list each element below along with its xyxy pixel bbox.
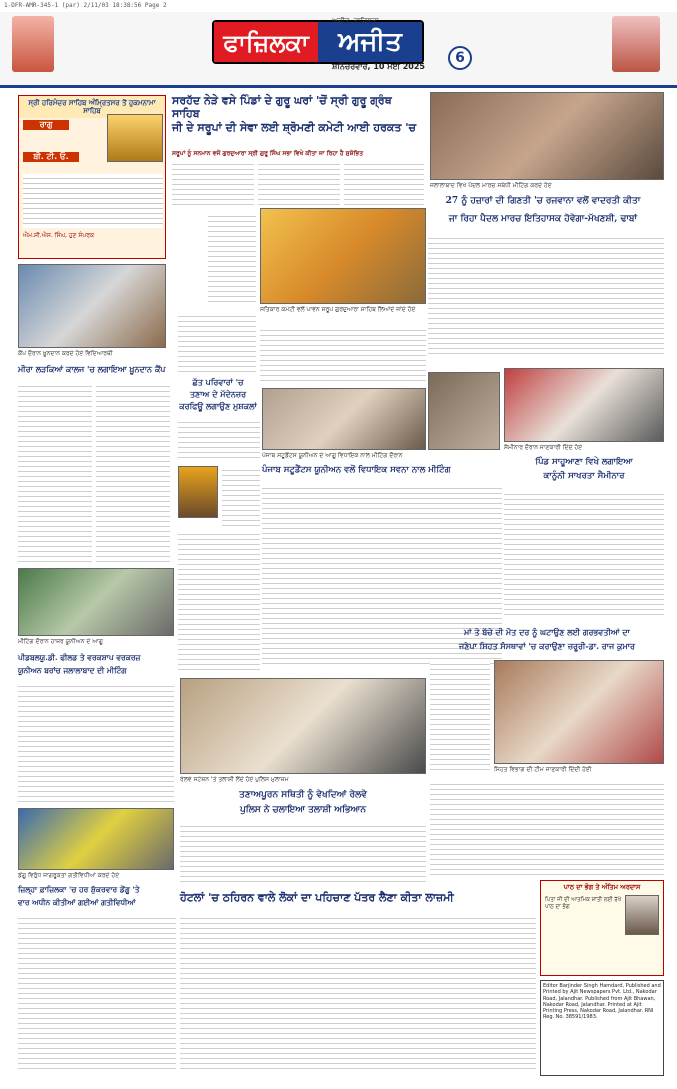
blood-donation-photo: [18, 264, 166, 348]
center-headline-4b: ਪੁਲਿਸ ਨੇ ਚਲਾਇਆ ਤਲਾਸ਼ੀ ਅਭਿਆਨ: [240, 805, 366, 815]
brand-logo: [212, 20, 424, 64]
ad-title: ਸ੍ਰੀ ਹਰਿਮੰਦਰ ਸਾਹਿਬ ਅੰਮ੍ਰਿਤਸਰ ਤੋਂ ਹੁਕਮਨਾਮਾ ਸਾਹਿਬ: [19, 96, 165, 118]
center-body-4: [180, 822, 426, 886]
caption-dengue: ਡੇਂਗੂ ਵਿਰੁੱਧ ਜਾਗਰੂਕਤਾ ਗਤੀਵਿਧੀਆਂ ਕਰਦੇ ਹੋਏ: [18, 872, 120, 879]
gurdwara-saroop-photo: [260, 208, 426, 304]
left-headline-4b: ਵਾਰ ਅਧੀਨ ਕੀਤੀਆਂ ਗਈਆਂ ਗਤੀਵਿਧੀਆਂ: [18, 898, 136, 907]
golden-temple-photo: [107, 114, 163, 162]
seminar-photo: [504, 368, 664, 442]
right-headline-1: 27 ਨੂੰ ਹਜ਼ਾਰਾਂ ਦੀ ਗਿਣਤੀ 'ਚ ਰਜਵਾਨਾ ਵਲੋਂ ਵਾਦਰਤੀ ਕੀਤਾ: [445, 196, 641, 206]
ad-footer: ਐਮ.ਸੀ.ਐਸ. ਸਿੰਘ, ਹੁਣ ਸੰਪਰਕ: [23, 232, 95, 239]
right-headline-4b: ਜਣੇਪਾ ਸਿਹਤ ਸੰਸਥਾਵਾਂ 'ਚ ਕਰਾਉਣਾ ਜ਼ਰੂਰੀ-ਡਾ. ਰਾਜ ਕੁਮਾਰ: [458, 641, 635, 651]
mid-body-1: [178, 312, 256, 372]
left-body-3: [18, 682, 174, 802]
caption-student-union: ਪੰਜਾਬ ਸਟੂਡੈਂਟਸ ਯੂਨੀਅਨ ਦੇ ਆਗੂ ਵਿਧਾਇਕ ਨਾਲ ਮੀਟਿੰਗ ਦੌਰਾਨ: [262, 452, 403, 459]
right-headline-3b: ਕਾਨੂੰਨੀ ਸਾਖਰਤਾ ਸੈਮੀਨਾਰ: [543, 471, 625, 481]
right-headline-3a: ਪਿੰਡ ਸਾਹੂਆਣਾ ਵਿਖੇ ਲਗਾਇਆ: [535, 457, 633, 467]
caption-railway: ਰੇਲਵੇ ਸਟੇਸ਼ਨ 'ਤੇ ਤਲਾਸ਼ੀ ਲੈਂਦੇ ਹੋਏ ਪੁਲਿਸ ਮੁਲਾਜ਼ਮ: [180, 776, 289, 783]
caption-health: ਸਿਹਤ ਵਿਭਾਗ ਦੀ ਟੀਮ ਜਾਣਕਾਰੀ ਦਿੰਦੀ ਹੋਈ: [494, 766, 592, 773]
brand-top-label: ਅਜੀਤ, ਫਾਜ਼ਿਲਕਾ: [332, 17, 379, 25]
obituary-portrait: [625, 895, 659, 935]
student-union-photo: [262, 388, 426, 450]
mid-body-2: [178, 418, 260, 462]
print-slug: 1-DFR-AMR-345-1 (par) 2/11/03 18:38:56 Page 2: [4, 2, 167, 9]
mid-headline-2c: ਕਰਫਿਊ ਲਗਾਉਣ ਮੁਸ਼ਕਲਾਂ: [179, 401, 257, 411]
monument-image: [612, 16, 660, 72]
main-body-col2: [258, 160, 340, 206]
mid-body-4: [178, 530, 260, 672]
main-subhead: ਸਰੂਪਾਂ ਨੂੰ ਸਨਮਾਨ ਵਜੋਂ ਗੁਰਦੁਆਰਾ ਸ੍ਰੀ ਗੁਰੂ ਸਿੰਘ ਸਭਾ ਵਿਖੇ ਕੀਤਾ ਜਾ ਰਿਹਾ ਹੈ ਸੁਸ਼ੋਭਿਤ: [172, 150, 364, 157]
mid-headline-2b: ਤਣਾਅ ਦੇ ਮੱਦੇਨਜ਼ਰ: [189, 389, 247, 399]
railway-police-photo: [180, 678, 426, 774]
center-body-1: [260, 326, 426, 384]
imprint-box: [540, 980, 664, 1076]
caption-blood-donation: ਕੈਂਪ ਦੌਰਾਨ ਖ਼ੂਨਦਾਨ ਕਰਦੇ ਹੋਏ ਵਿਦਿਆਰਥੀ: [18, 350, 113, 357]
ad-label: ਰਾਗੁ: [23, 120, 69, 130]
caption-saroop: ਸਤਿਕਾਰ ਕਮੇਟੀ ਵਲੋਂ ਪਾਵਨ ਸਰੂਪ ਗੁਰਦੁਆਰਾ ਸਾਹਿਬ ਲਿਆਂਦੇ ਜਾਂਦੇ ਹੋਏ: [260, 306, 416, 313]
obituary-title: ਪਾਠ ਦਾ ਭੋਗ ਤੇ ਅੰਤਿਮ ਅਰਦਾਸ: [563, 883, 641, 891]
left-body-4: [18, 914, 176, 1072]
right-body-4b: [430, 780, 664, 876]
temple-image: [12, 16, 54, 72]
obituary-text: ਪਿਤਾ ਜੀ ਦੀ ਆਤਮਿਕ ਸ਼ਾਂਤੀ ਲਈ ਰੱਖੇ ਪਾਠ ਦਾ ਭੋਗ: [545, 897, 622, 910]
left-headline-3b: ਯੂਨੀਅਨ ਬਰਾਂਚ ਜਲਾਲਾਬਾਦ ਦੀ ਮੀਟਿੰਗ: [18, 666, 127, 675]
mid-headline-2a: ਛੱਤ ਪਰਿਵਾਰਾਂ 'ਚ: [192, 377, 244, 387]
center-headline-3: ਪੰਜਾਬ ਸਟੂਡੈਂਟਸ ਯੂਨੀਅਨ ਵਲੋਂ ਵਿਧਾਇਕ ਸਵਨਾ ਨਾਲ ਮੀਟਿੰਗ: [262, 465, 451, 475]
brand-left-text: ਫਾਜ਼ਿਲਕਾ: [214, 22, 318, 62]
left-body-2: [18, 382, 92, 562]
main-body-col3: [344, 160, 424, 206]
left-headline-2: ਮੀਰਾ ਲੜਕਿਆਂ ਕਾਲਜ 'ਚ ਲਗਾਇਆ ਖ਼ੂਨਦਾਨ ਕੈਂਪ: [18, 364, 166, 374]
right-headline-4a: ਮਾਂ ਤੇ ਬੱਚੇ ਦੀ ਮੌਤ ਦਰ ਨੂੰ ਘਟਾਉਣ ਲਈ ਗਰਭਵਤੀਆਂ ਦਾ: [464, 627, 630, 637]
caption-march-meeting: ਜਲਾਲਾਬਾਦ ਵਿਖੇ ਪੈਦਲ ਮਾਰਚ ਸਬੰਧੀ ਮੀਟਿੰਗ ਕਰਦੇ ਹੋਏ: [430, 182, 552, 189]
pwd-union-photo: [18, 568, 174, 636]
ad-text: [23, 174, 163, 228]
caption-seminar: ਸੈਮੀਨਾਰ ਦੌਰਾਨ ਜਾਣਕਾਰੀ ਦਿੰਦੇ ਹੋਏ: [504, 444, 583, 451]
dengue-photo: [18, 808, 174, 870]
left-headline-4a: ਜ਼ਿਲ੍ਹਾ ਫ਼ਾਜ਼ਿਲਕਾ 'ਚ ਹਰ ਸ਼ੁੱਕਰਵਾਰ ਡੇਂਗੂ 'ਤੇ: [18, 885, 140, 894]
bottom-body: [180, 914, 536, 1072]
main-headline-1: ਸਰਹੱਦ ਨੇੜੇ ਵਸੇ ਪਿੰਡਾਂ ਦੇ ਗੁਰੂ ਘਰਾਂ 'ਚੋਂ ਸ੍ਰੀ ਗੁਰੂ ਗ੍ਰੰਥ ਸਾਹਿਬ: [172, 94, 392, 120]
main-headline-2: ਜੀ ਦੇ ਸਰੂਪਾਂ ਦੀ ਸੇਵਾ ਲਈ ਸ਼੍ਰੋਮਣੀ ਕਮੇਟੀ ਆਈ ਹਰਕਤ 'ਚ: [172, 121, 417, 134]
issue-date: ਸ਼ਨਿੱਚਰਵਾਰ, 10 ਮਈ 2025: [332, 62, 425, 71]
imprint-text: Editor Barjinder Singh Hamdard, Published and Printed by Ajit Newspapers Pvt. Ltd., Nakodar Road, Jalandhar. Published from Ajit Bhawan, Nakodar Road, Jalandhar. Printed at Ajit Printing Press, Nakodar Road, Jalandhar. RNI Reg. No. 38591/1983.: [543, 983, 661, 1021]
hukamnama-ad: [18, 95, 166, 259]
obituary-box: [540, 880, 664, 976]
left-body-2b: [96, 382, 170, 562]
bottom-headline: ਹੋਟਲਾਂ 'ਚ ਠਹਿਰਨ ਵਾਲੇ ਲੋਕਾਂ ਦਾ ਪਹਿਚਾਣ ਪੱਤਰ ਲੈਣਾ ਕੀਤਾ ਲਾਜ਼ਮੀ: [180, 891, 454, 904]
mid-body-3: [222, 466, 260, 526]
right-body-3: [504, 490, 664, 618]
student-union-photo-2: [428, 372, 500, 450]
center-headline-4a: ਤਣਾਅਪੂਰਨ ਸਥਿਤੀ ਨੂੰ ਵੇਖਦਿਆਂ ਰੇਲਵੇ: [239, 790, 367, 800]
protest-meeting-photo: [430, 92, 664, 180]
left-headline-3a: ਪੀਡਬਲਯੂ.ਡੀ. ਫੀਲਡ ਤੇ ਵਰਕਸ਼ਾਪ ਵਰਕਰਜ਼: [18, 653, 141, 662]
brand-right-text: ਅਜੀਤ: [318, 22, 422, 62]
right-body-1: [428, 234, 664, 358]
health-team-photo: [494, 660, 664, 764]
right-headline-2: ਜਾ ਰਿਹਾ ਪੈਦਲ ਮਾਰਚ ਇਤਿਹਾਸਕ ਹੋਵੇਗਾ-ਮੱਖਣਸ਼ੀ, ਢਾਬਾਂ: [448, 214, 638, 224]
ad-sub: ਬੀ. ਟੀ. ਓ.: [23, 152, 79, 162]
main-body-col1: [172, 160, 254, 206]
portrait-photo: [178, 466, 218, 518]
right-body-4: [430, 660, 490, 770]
caption-pwd: ਮੀਟਿੰਗ ਦੌਰਾਨ ਹਾਜ਼ਰ ਯੂਨੀਅਨ ਦੇ ਆਗੂ: [18, 638, 103, 645]
main-body-col0: [208, 212, 256, 304]
page-number: 6: [448, 46, 472, 70]
